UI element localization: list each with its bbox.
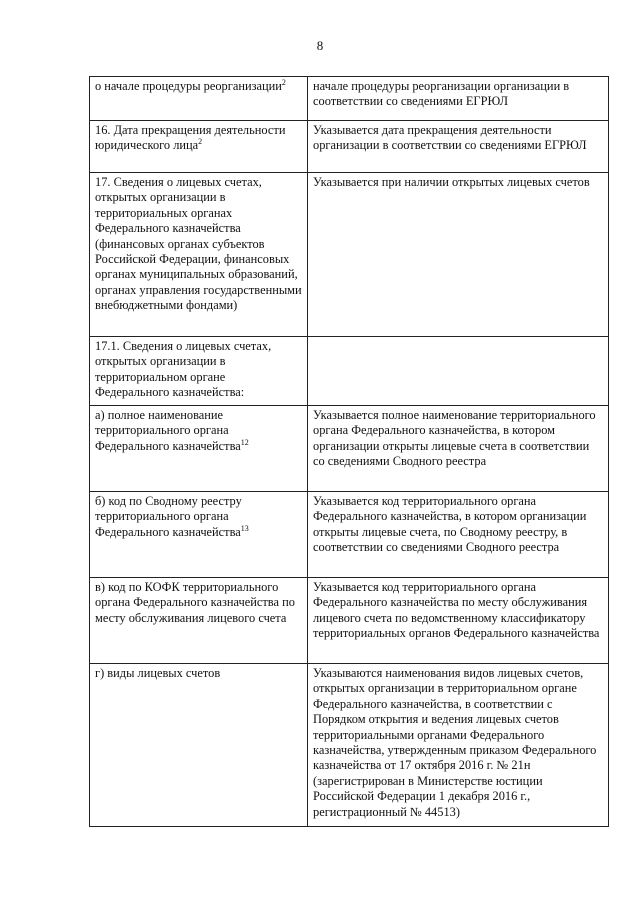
row-label-cell: [90, 664, 308, 827]
row-description-cell: Указывается код территориального органа Федерального казначейства по месту обслуживания лицевого счета по ведомственному классификатору территориальных органов Федерального казначейства: [308, 578, 609, 664]
row-label-cell: [90, 173, 308, 337]
row-label-text: г) виды лицевых счетов: [95, 666, 221, 680]
footnote-marker: 12: [240, 437, 249, 447]
row-label-text: 17. Сведения о лицевых счетах, открытых организации в территориальных органах Федерального казначейства (финансовых органах субъектов Российской Федерации, финансовых органах муниципальных образований, органах управления государственными внебюджетными фондами): [95, 175, 302, 313]
row-label-cell: [90, 406, 308, 492]
row-label-text: а) полное наименование территориального органа Федерального казначейства: [95, 408, 241, 453]
row-description-cell: Указывается полное наименование территориального органа Федерального казначейства, в котором организации открыты лицевые счета в соответствии со сведениями Сводного реестра: [308, 406, 609, 492]
table-row: [90, 492, 609, 578]
row-description-cell: Указываются наименования видов лицевых счетов, открытых организации в территориальном органе Федерального казначейства, в соответствии с Порядком открытия и ведения лицевых счетов территориальными органами Федерального казначейства, утвержденным приказом Федерального казначейства от 17 октября 2016 г. № 21н (зарегистрирован в Министерстве юстиции Российской Федерации 1 декабря 2016 г., регистрационный № 44513): [308, 664, 609, 827]
row-label-cell: [90, 492, 308, 578]
footnote-marker: 2: [281, 77, 286, 87]
row-label-text: о начале процедуры реорганизации: [95, 79, 282, 93]
table-row: [90, 337, 609, 406]
row-label-cell: [90, 77, 308, 121]
table-row: [90, 578, 609, 664]
row-description-cell: [308, 337, 609, 406]
row-label-text: 16. Дата прекращения деятельности юридического лица: [95, 123, 286, 153]
row-description-cell: Указывается при наличии открытых лицевых счетов: [308, 173, 609, 337]
row-description-cell: Указывается код территориального органа Федерального казначейства, в котором организации открыты лицевые счета, по Сводному реестру, в соответствии со сведениями Сводного реестра: [308, 492, 609, 578]
row-label-text: в) код по КОФК территориального органа Федерального казначейства по месту обслуживания лицевого счета: [95, 580, 295, 625]
row-label-text: б) код по Сводному реестру территориального органа Федерального казначейства: [95, 494, 242, 539]
table-row: [90, 77, 609, 121]
page-number: 8: [316, 38, 324, 53]
table-row: [90, 406, 609, 492]
row-label-cell: [90, 337, 308, 406]
table-row: [90, 121, 609, 173]
requirements-table: [89, 76, 609, 827]
row-label-text: 17.1. Сведения о лицевых счетах, открытых организации в территориальном органе Федерального казначейства:: [95, 339, 272, 400]
table-row: [90, 173, 609, 337]
footnote-marker: 2: [198, 137, 203, 147]
footnote-marker: 13: [240, 523, 249, 533]
row-label-cell: [90, 121, 308, 173]
table-row: [90, 664, 609, 827]
row-description-cell: Указывается дата прекращения деятельности организации в соответствии со сведениями ЕГРЮЛ: [308, 121, 609, 173]
row-description-cell: начале процедуры реорганизации организации в соответствии со сведениями ЕГРЮЛ: [308, 77, 609, 121]
row-label-cell: [90, 578, 308, 664]
